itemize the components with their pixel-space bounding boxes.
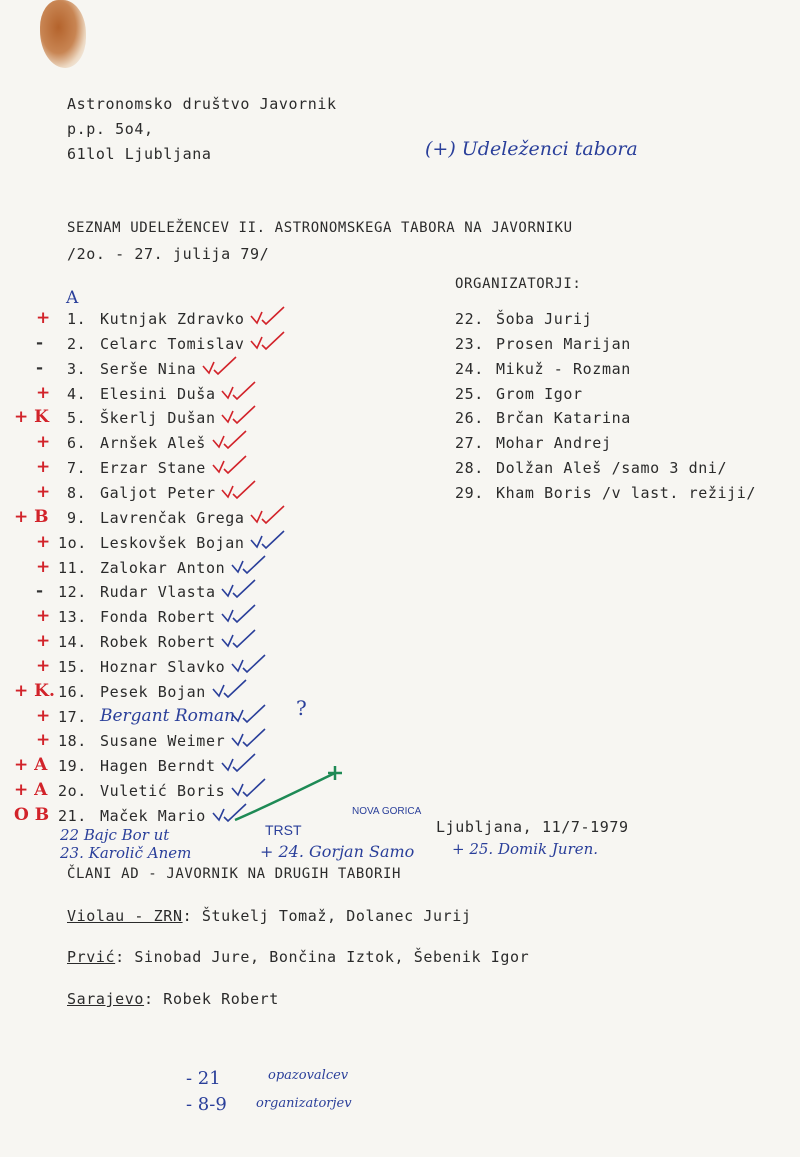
participant-number: 1o. [58,534,87,552]
participant-mark: + B [14,507,49,527]
check-mark-icon [219,627,259,651]
participant-name: Serše Nina [100,360,197,378]
society-name: Astronomsko društvo Javornik [67,95,337,113]
camp-label-violau: Violau - ZRN [67,907,183,925]
check-mark-icon [248,329,288,353]
participant-number: 14. [58,633,87,651]
participant-mark: + [36,383,51,403]
organizer-name: Šoba Jurij [496,310,593,328]
check-mark-icon [229,726,269,750]
participant-number: 11. [58,559,87,577]
participant-mark: + [36,432,51,452]
legend-note: (+) Udeleženci tabora [425,138,638,160]
participant-number: 9. [67,509,87,527]
participant-name: Erzar Stane [100,459,206,477]
tally-organizers-label: organizatorjev [256,1096,352,1111]
participant-name: Galjot Peter [100,484,216,502]
participant-name: Bergant Roman [100,706,236,726]
check-mark-icon [219,379,259,403]
camp-members-violau: : Štukelj Tomaž, Dolanec Jurij [182,907,472,925]
tally-participants-count: - 21 [186,1068,221,1089]
organizer-name: Kham Boris /v last. režiji/ [496,484,757,502]
check-mark-icon [219,478,259,502]
organizer-name: Brčan Katarina [496,409,631,427]
participant-number: 2o. [58,782,87,800]
organizer-number: 23. [455,335,484,353]
group-letter: A [66,288,79,308]
participant-number: 12. [58,583,87,601]
tally-participants-label: opazovalcev [268,1068,349,1083]
check-mark-icon [219,602,259,626]
organizer-name: Mohar Andrej [496,434,612,452]
participant-number: 13. [58,608,87,626]
list-title: SEZNAM UDELEŽENCEV II. ASTRONOMSKEGA TABORA NA JAVORNIKU [67,220,573,236]
participant-mark: + A [14,780,48,800]
participant-number: 3. [67,360,87,378]
participant-name: Robek Robert [100,633,216,651]
participant-number: 6. [67,434,87,452]
participant-mark: + [36,532,51,552]
organizer-number: 27. [455,434,484,452]
camp-label-prvic: Prvić [67,948,116,966]
list-dates: /2o. - 27. julija 79/ [67,245,270,263]
participant-number: 5. [67,409,87,427]
question-mark: ? [296,696,307,720]
participant-name: Škerlj Dušan [100,409,216,427]
camp-members-sarajevo: : Robek Robert [144,990,279,1008]
other-camp-sarajevo [67,990,279,1008]
participant-mark: + A [14,755,48,775]
organizers-heading: ORGANIZATORJI: [455,276,582,292]
check-mark-icon [210,453,250,477]
participant-number: 1. [67,310,87,328]
other-camp-prvic [67,948,529,966]
handwritten-entry-23: 23. Karolič Anem [60,844,192,862]
organizer-number: 26. [455,409,484,427]
participant-mark: + [36,557,51,577]
handwritten-entry-24: + 24. Gorjan Samo [260,842,415,861]
participant-mark: + [36,656,51,676]
participant-name: Elesini Duša [100,385,216,403]
camp-label-sarajevo: Sarajevo [67,990,145,1008]
check-mark-icon [248,528,288,552]
participant-mark: - [36,358,44,378]
camp-members-prvic: : Sinobad Jure, Bončina Iztok, Šebenik Igor [115,948,530,966]
date-line: Ljubljana, 11/7-1979 [436,818,629,836]
check-mark-icon [229,702,269,726]
participant-name: Pesek Bojan [100,683,206,701]
rust-stain [40,0,86,68]
participant-mark: + [36,606,51,626]
participant-mark: O B [14,805,50,825]
participant-mark: + K. [14,681,55,701]
check-mark-icon [248,304,288,328]
check-mark-icon [219,403,259,427]
check-mark-icon [210,428,250,452]
other-camp-violau [67,907,472,925]
participant-name: Hoznar Slavko [100,658,226,676]
participant-mark: + [36,631,51,651]
po-box: p.p. 5o4, [67,120,154,138]
check-mark-icon [200,354,240,378]
participant-name: Kutnjak Zdravko [100,310,245,328]
participant-mark: - [36,581,44,601]
participant-name: Celarc Tomislav [100,335,245,353]
organizer-number: 24. [455,360,484,378]
green-arrow-line [230,765,350,825]
participant-number: 16. [58,683,87,701]
participant-name: Lavrenčak Grega [100,509,245,527]
participant-mark: + [36,730,51,750]
participant-name: Maček Mario [100,807,206,825]
participant-name: Hagen Berndt [100,757,216,775]
handwritten-trst: TRST [265,822,302,838]
handwritten-entry-25: + 25. Domik Juren. [452,840,599,858]
participant-number: 8. [67,484,87,502]
participant-name: Leskovšek Bojan [100,534,245,552]
participant-mark: + K [14,407,49,427]
participant-number: 2. [67,335,87,353]
participant-mark: + [36,706,51,726]
check-mark-icon [229,652,269,676]
participant-name: Fonda Robert [100,608,216,626]
participant-name: Susane Weimer [100,732,226,750]
participant-name: Arnšek Aleš [100,434,206,452]
check-mark-icon [229,553,269,577]
participant-number: 21. [58,807,87,825]
handwritten-entry-22: 22 Bajc Bor ut [60,826,170,844]
organizer-number: 22. [455,310,484,328]
handwritten-nova-gorica: NOVA GORICA [352,806,422,817]
organizer-name: Mikuž - Rozman [496,360,631,378]
participant-number: 7. [67,459,87,477]
participant-name: Rudar Vlasta [100,583,216,601]
participant-number: 19. [58,757,87,775]
organizer-number: 25. [455,385,484,403]
participant-number: 18. [58,732,87,750]
participant-mark: + [36,457,51,477]
participant-number: 4. [67,385,87,403]
participant-number: 17. [58,708,87,726]
city: 61lol Ljubljana [67,145,212,163]
check-mark-icon [210,677,250,701]
check-mark-icon [219,577,259,601]
participant-number: 15. [58,658,87,676]
tally-organizers-count: - 8-9 [186,1094,227,1115]
other-camps-heading: ČLANI AD - JAVORNIK NA DRUGIH TABORIH [67,866,402,882]
organizer-name: Dolžan Aleš /samo 3 dni/ [496,459,728,477]
participant-name: Zalokar Anton [100,559,226,577]
participant-mark: + [36,482,51,502]
participant-name: Vuletić Boris [100,782,226,800]
participant-mark: - [36,333,44,353]
organizer-number: 28. [455,459,484,477]
organizer-name: Grom Igor [496,385,583,403]
check-mark-icon [248,503,288,527]
organizer-number: 29. [455,484,484,502]
participant-mark: + [36,308,51,328]
organizer-name: Prosen Marijan [496,335,631,353]
